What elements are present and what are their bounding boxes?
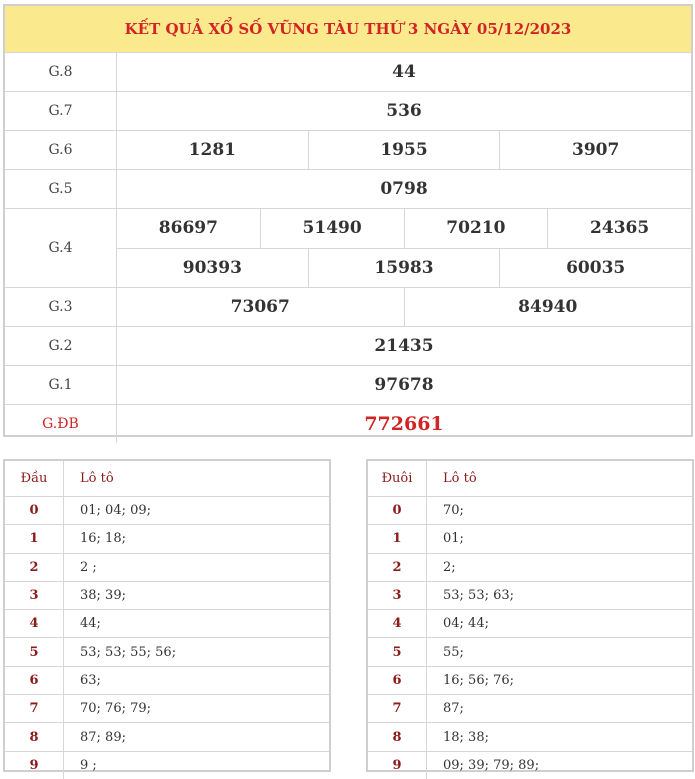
dau-table [3, 459, 331, 772]
dau-digit: 1 [5, 525, 64, 552]
dau-loto-values: 9 ; [80, 757, 97, 773]
prize-number: 60035 [499, 249, 691, 288]
dau-loto-values: 63; [80, 672, 101, 688]
duoi-row [368, 723, 692, 751]
prize-line [117, 327, 691, 365]
duoi-digit: 7 [368, 695, 427, 722]
prize-line [117, 405, 691, 443]
prize-values [117, 170, 691, 208]
dau-row [5, 638, 329, 666]
prize-number: 97678 [374, 375, 434, 395]
dau-loto-values: 2 ; [80, 559, 97, 575]
duoi-digit: 4 [368, 610, 427, 637]
dau-loto-values: 44; [80, 616, 101, 632]
prize-number: 24365 [547, 209, 691, 248]
dau-digit: 3 [5, 582, 64, 609]
duoi-digit: 1 [368, 525, 427, 552]
prize-label: G.3 [5, 288, 117, 326]
dau-row [5, 752, 329, 779]
prize-number: 21435 [374, 336, 434, 356]
prize-row [5, 288, 691, 327]
duoi-row [368, 638, 692, 666]
dau-loto-values: 01; 04; 09; [80, 503, 152, 519]
prize-number: 86697 [158, 218, 218, 239]
prize-line [117, 248, 691, 288]
dau-loto-values: 38; 39; [80, 588, 126, 604]
dau-row [5, 667, 329, 695]
duoi-digit: 2 [368, 554, 427, 581]
prize-number: 44 [392, 62, 416, 82]
prize-number: 3907 [499, 131, 691, 169]
dau-digit: 9 [5, 752, 64, 779]
prize-number: 536 [386, 101, 422, 121]
prize-number: 0798 [380, 179, 428, 199]
dau-row [5, 497, 329, 525]
prize-row [5, 405, 691, 443]
prize-values [117, 53, 691, 91]
duoi-loto-values: 55; [443, 644, 464, 660]
duoi-row [368, 497, 692, 525]
prize-row [5, 366, 691, 405]
prize-label: G.4 [5, 209, 117, 287]
prize-values [117, 92, 691, 130]
prize-label: G.8 [5, 53, 117, 91]
duoi-table-header [368, 461, 692, 497]
dau-header-label: Đầu [5, 461, 64, 496]
prize-number: 15983 [308, 249, 500, 288]
dau-digit: 5 [5, 638, 64, 665]
prize-line [117, 92, 691, 130]
prize-row [5, 327, 691, 366]
prize-label: G.7 [5, 92, 117, 130]
prize-line [117, 288, 691, 326]
dau-table-header [5, 461, 329, 497]
duoi-loto-header-label: Lô tô [443, 471, 477, 486]
prize-values [117, 327, 691, 365]
prize-row [5, 170, 691, 209]
prize-line [117, 366, 691, 404]
dau-row [5, 554, 329, 582]
prize-number: 1281 [188, 140, 236, 160]
prize-values [117, 131, 691, 169]
duoi-loto-values: 04; 44; [443, 616, 489, 632]
prize-number: 70210 [404, 209, 548, 248]
dau-row [5, 525, 329, 553]
duoi-loto-values: 2; [443, 559, 456, 575]
dau-loto-values: 16; 18; [80, 531, 126, 547]
prize-rows [5, 53, 691, 443]
duoi-loto-values: 53; 53; 63; [443, 588, 515, 604]
duoi-row [368, 752, 692, 779]
prize-number: 51490 [260, 209, 404, 248]
dau-rows [5, 497, 329, 779]
dau-row [5, 723, 329, 751]
duoi-digit: 6 [368, 667, 427, 694]
prize-values [117, 366, 691, 404]
duoi-digit: 3 [368, 582, 427, 609]
prize-number: 73067 [230, 297, 290, 317]
duoi-digit: 8 [368, 723, 427, 750]
duoi-row [368, 525, 692, 553]
dau-digit: 7 [5, 695, 64, 722]
prize-values [117, 209, 691, 287]
prize-label: G.5 [5, 170, 117, 208]
prize-number: 1955 [308, 131, 500, 169]
prize-label: G.ĐB [5, 405, 117, 443]
dau-row [5, 582, 329, 610]
prize-row [5, 53, 691, 92]
duoi-loto-values: 87; [443, 701, 464, 717]
prize-row [5, 92, 691, 131]
duoi-row [368, 554, 692, 582]
duoi-loto-values: 16; 56; 76; [443, 672, 515, 688]
duoi-rows [368, 497, 692, 779]
prize-row [5, 131, 691, 170]
prize-line [117, 53, 691, 91]
dau-row [5, 610, 329, 638]
prize-label: G.6 [5, 131, 117, 169]
duoi-digit: 0 [368, 497, 427, 524]
prize-number: 90393 [182, 257, 242, 278]
dau-digit: 6 [5, 667, 64, 694]
dau-loto-header-label: Lô tô [80, 471, 114, 486]
duoi-loto-values: 09; 39; 79; 89; [443, 757, 540, 773]
duoi-digit: 9 [368, 752, 427, 779]
duoi-row [368, 582, 692, 610]
dau-loto-values: 70; 76; 79; [80, 701, 152, 717]
dau-row [5, 695, 329, 723]
prize-number: 772661 [364, 413, 444, 435]
prize-values [117, 288, 691, 326]
duoi-loto-values: 18; 38; [443, 729, 489, 745]
dau-loto-values: 87; 89; [80, 729, 126, 745]
dau-loto-values: 53; 53; 55; 56; [80, 644, 177, 660]
prize-label: G.1 [5, 366, 117, 404]
prize-line [117, 170, 691, 208]
prize-label: G.2 [5, 327, 117, 365]
duoi-row [368, 667, 692, 695]
page-title: KẾT QUẢ XỔ SỐ VŨNG TÀU THỨ 3 NGÀY 05/12/2023 [5, 6, 691, 53]
prize-row [5, 209, 691, 288]
dau-digit: 8 [5, 723, 64, 750]
duoi-row [368, 695, 692, 723]
prize-values [117, 405, 691, 443]
dau-digit: 2 [5, 554, 64, 581]
duoi-table [366, 459, 694, 772]
duoi-loto-values: 01; [443, 531, 464, 547]
dau-digit: 4 [5, 610, 64, 637]
duoi-header-label: Đuôi [368, 461, 427, 496]
prize-number: 84940 [404, 288, 692, 326]
results-table [3, 4, 693, 437]
duoi-loto-values: 70; [443, 503, 464, 519]
duoi-digit: 5 [368, 638, 427, 665]
prize-line [117, 209, 691, 248]
prize-line [117, 131, 691, 169]
dau-digit: 0 [5, 497, 64, 524]
duoi-row [368, 610, 692, 638]
